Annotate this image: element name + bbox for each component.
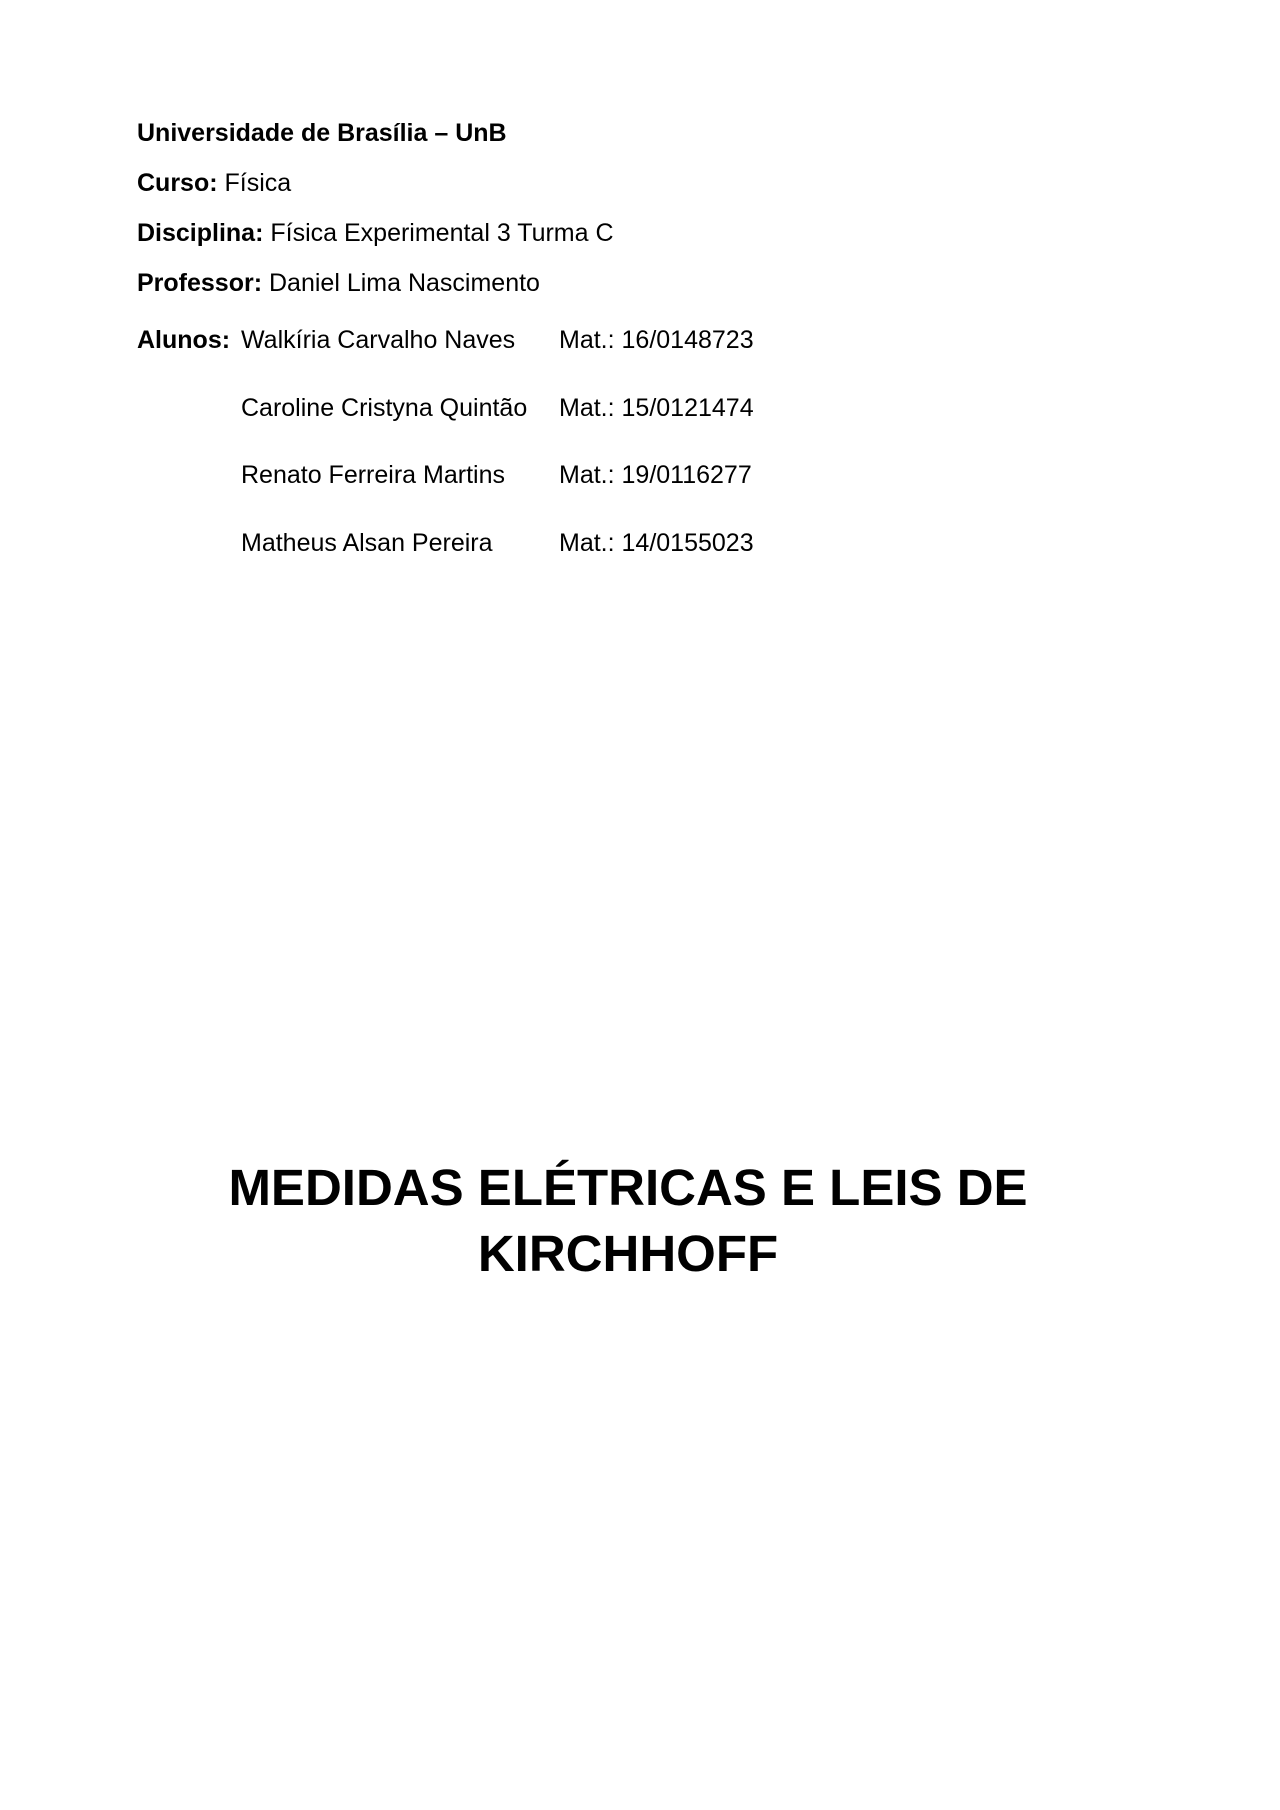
student-mat: Mat.: 19/0116277 xyxy=(559,461,752,489)
course-line xyxy=(137,168,614,198)
students-label: Alunos: xyxy=(137,326,231,354)
university-line xyxy=(137,118,614,148)
professor-line xyxy=(137,268,614,298)
report-title-line-1: MEDIDAS ELÉTRICAS E LEIS DE xyxy=(228,1159,1028,1216)
student-mat: Mat.: 16/0148723 xyxy=(559,326,754,354)
course-value: Física xyxy=(224,169,292,197)
university-name: Universidade de Brasília – UnB xyxy=(137,119,507,147)
report-title xyxy=(0,1155,1256,1287)
student-name: Renato Ferreira Martins xyxy=(241,461,505,489)
student-name: Walkíria Carvalho Naves xyxy=(241,326,516,354)
report-title-line-2: KIRCHHOFF xyxy=(477,1225,779,1282)
course-label: Curso: xyxy=(137,169,218,197)
professor-label: Professor: xyxy=(137,269,263,297)
student-name: Caroline Cristyna Quintão xyxy=(241,394,528,422)
discipline-value: Física Experimental 3 Turma C xyxy=(270,219,614,247)
header-block xyxy=(137,118,614,318)
discipline-label: Disciplina: xyxy=(137,219,264,247)
student-mat: Mat.: 14/0155023 xyxy=(559,529,754,557)
student-mat: Mat.: 15/0121474 xyxy=(559,394,754,422)
discipline-line xyxy=(137,218,614,248)
professor-value: Daniel Lima Nascimento xyxy=(269,269,540,297)
student-name: Matheus Alsan Pereira xyxy=(241,529,493,557)
